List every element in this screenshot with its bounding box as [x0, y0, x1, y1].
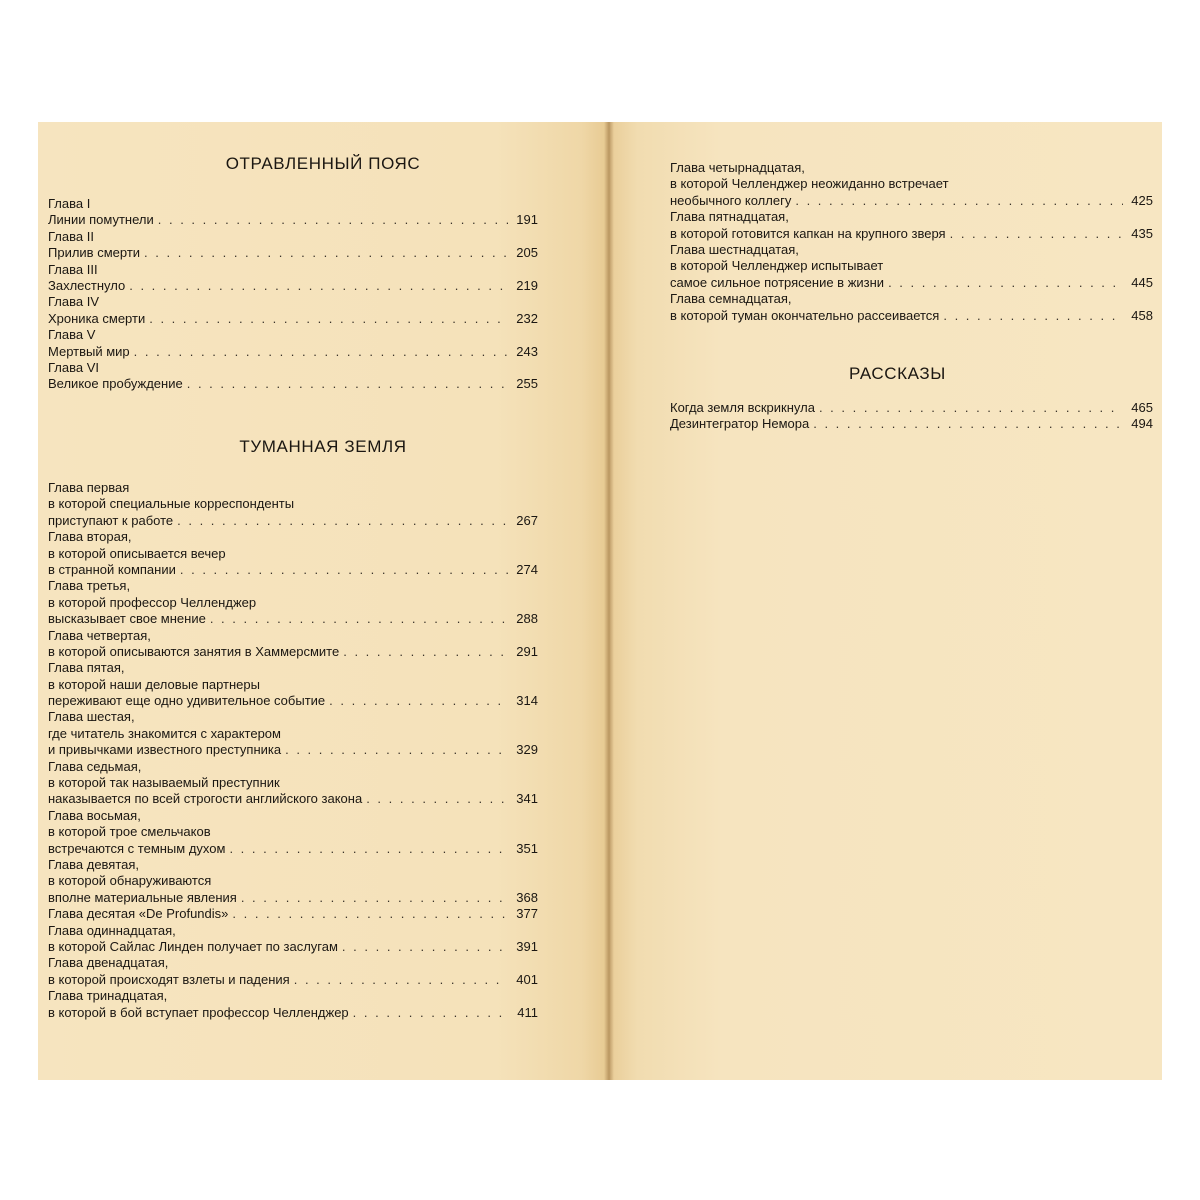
toc-entry-text: Глава шестнадцатая, [670, 241, 799, 257]
toc-entry [48, 693, 538, 709]
toc-entry [48, 906, 538, 922]
toc-entry [48, 212, 538, 228]
toc-page-number: 401 [516, 971, 538, 987]
toc-entry-text: Глава четвертая, [48, 627, 151, 643]
toc-entry-text: в которой описываются занятия в Хаммерсмите [48, 643, 340, 659]
toc-leader-dots [232, 906, 508, 922]
toc-entry-text: Захлестнуло [48, 277, 126, 293]
toc-entry [670, 275, 1153, 291]
toc-entry-text: Линии помутнели [48, 212, 154, 228]
toc-entry [48, 923, 538, 939]
toc-leader-dots [294, 972, 508, 988]
toc-entry-text: Глава четырнадцатая, [670, 160, 805, 175]
toc-entry [48, 376, 538, 392]
toc-entry-text: вполне материальные явления [48, 889, 237, 905]
toc-entry [48, 873, 538, 889]
toc-page-number: 368 [516, 889, 538, 905]
toc-entry [670, 291, 1153, 307]
toc-entry-text: в странной компании [48, 561, 176, 577]
toc-leader-dots [285, 742, 508, 758]
toc-entry [48, 890, 538, 906]
toc-page-number: 267 [516, 512, 538, 528]
toc-page-number: 391 [516, 938, 538, 954]
toc-entry-text: в которой обнаруживаются [48, 873, 212, 889]
toc-leader-dots [795, 193, 1123, 209]
toc-entry [48, 726, 538, 742]
toc-entry [670, 160, 1153, 176]
section-title-poisoned-belt: ОТРАВЛЕННЫЙ ПОЯС [225, 154, 421, 173]
toc-entry-text: Глава одиннадцатая, [48, 922, 176, 938]
toc-page-number: 351 [516, 840, 538, 856]
toc-page-number: 232 [516, 310, 538, 326]
toc-leader-dots [353, 1005, 508, 1021]
toc-entry [48, 939, 538, 955]
toc-entry [48, 344, 538, 360]
toc-entry-text: Глава вторая, [48, 529, 132, 545]
toc-page-number: 205 [516, 245, 538, 261]
toc-page-number: 288 [516, 611, 538, 627]
toc-entry [48, 245, 538, 261]
book-spread [38, 122, 1162, 1080]
toc-page-number: 243 [516, 343, 538, 359]
toc-entry-text: Глава третья, [48, 578, 131, 594]
toc-leader-dots [177, 513, 508, 529]
toc-entry-text: в которой специальные корреспонденты [48, 496, 295, 512]
toc-entry-text: в которой готовится капкан на крупного зверя [670, 225, 946, 241]
section-title-stories: РАССКАЗЫ [849, 364, 946, 383]
toc-entry-text: Глава VI [48, 359, 100, 375]
toc-entry [48, 578, 538, 594]
toc-entry-text: Глава восьмая, [48, 807, 141, 823]
toc-entry [48, 824, 538, 840]
toc-entry [48, 294, 538, 310]
toc-entry [48, 775, 538, 791]
toc-entry [48, 742, 538, 758]
toc-entry-text: в которой Сайлас Линден получает по заслугам [48, 938, 338, 954]
toc-leader-dots [342, 939, 508, 955]
toc-leader-dots [129, 278, 508, 294]
toc-page-number: 411 [517, 1004, 538, 1020]
toc-entry [48, 841, 538, 857]
toc-entry [670, 308, 1153, 324]
toc-leader-dots [210, 611, 508, 627]
toc-entry-text: Глава IV [48, 294, 100, 310]
section-title-land-of-mist: ТУМАННАЯ ЗЕМЛЯ [239, 437, 407, 456]
toc-entry [48, 595, 538, 611]
toc-entry-text: в которой описывается вечер [48, 545, 226, 561]
toc-page-number: 458 [1131, 307, 1153, 323]
toc-entry [670, 209, 1153, 225]
toc-entry [48, 327, 538, 343]
toc-entry [48, 791, 538, 807]
toc-entry [48, 311, 538, 327]
toc-list-stories [670, 400, 1153, 433]
toc-leader-dots [149, 311, 508, 327]
toc-page-number: 435 [1131, 225, 1153, 241]
toc-entry [48, 660, 538, 676]
toc-page-number: 425 [1131, 192, 1153, 208]
toc-entry-text: и привычками известного преступника [48, 742, 282, 758]
toc-leader-dots [144, 245, 508, 261]
toc-list-land-of-mist-continued [670, 160, 1153, 324]
toc-leader-dots [187, 376, 508, 392]
toc-entry-text: Глава десятая «De Profundis» [48, 906, 229, 922]
toc-page-number: 329 [516, 742, 538, 758]
toc-leader-dots [180, 562, 508, 578]
toc-leader-dots [819, 400, 1123, 416]
toc-entry-text: переживают еще одно удивительное событие [48, 693, 326, 709]
toc-entry-text: Дезинтегратор Немора [670, 416, 810, 432]
toc-entry-text: Глава седьмая, [48, 758, 142, 774]
toc-entry-text: Глава тринадцатая, [48, 988, 168, 1004]
toc-entry [48, 513, 538, 529]
toc-entry [48, 808, 538, 824]
toc-leader-dots [134, 344, 508, 360]
toc-entry-text: Мертвый мир [48, 343, 130, 359]
toc-entry-text: Глава двенадцатая, [48, 955, 169, 971]
toc-entry [48, 196, 538, 212]
toc-entry-text: Глава пятая, [48, 660, 125, 676]
toc-entry [48, 496, 538, 512]
toc-entry [48, 360, 538, 376]
toc-entry-text: в которой Челленджер испытывает [670, 258, 884, 274]
toc-entry [48, 709, 538, 725]
toc-page-number: 494 [1131, 416, 1153, 432]
toc-entry [670, 176, 1153, 192]
toc-list-poisoned-belt [48, 196, 538, 393]
toc-entry-text: Глава V [48, 327, 96, 343]
left-page [38, 122, 610, 1080]
toc-entry-text: в которой туман окончательно рассеивается [670, 307, 940, 323]
toc-page-number: 291 [516, 643, 538, 659]
toc-entry [48, 480, 538, 496]
toc-entry [48, 1005, 538, 1021]
toc-entry-text: в которой так называемый преступник [48, 775, 280, 791]
toc-leader-dots [366, 791, 508, 807]
toc-entry [48, 562, 538, 578]
book-gutter [604, 122, 614, 1080]
toc-entry [670, 258, 1153, 274]
toc-entry-text: в которой происходят взлеты и падения [48, 971, 290, 987]
toc-entry [48, 529, 538, 545]
toc-entry [670, 242, 1153, 258]
toc-entry-text: приступают к работе [48, 512, 174, 528]
toc-entry-text: Хроника смерти [48, 310, 146, 326]
toc-page-number: 219 [516, 277, 538, 293]
toc-entry-text: Глава пятнадцатая, [670, 209, 789, 225]
toc-leader-dots [329, 693, 508, 709]
toc-entry [670, 226, 1153, 242]
toc-leader-dots [813, 416, 1123, 432]
toc-entry-text: встречаются с темным духом [48, 840, 226, 856]
toc-entry-text: необычного коллегу [670, 192, 792, 208]
toc-entry-text: Глава шестая, [48, 709, 135, 725]
toc-entry-text: Глава II [48, 228, 94, 244]
toc-entry-text: высказывает свое мнение [48, 611, 206, 627]
toc-entry [48, 278, 538, 294]
toc-page-number: 377 [516, 906, 538, 922]
toc-entry [48, 972, 538, 988]
toc-leader-dots [943, 308, 1123, 324]
toc-leader-dots [158, 212, 508, 228]
toc-leader-dots [229, 841, 508, 857]
toc-entry [48, 628, 538, 644]
toc-entry-text: Прилив смерти [48, 245, 141, 261]
toc-entry-text: в которой наши деловые партнеры [48, 676, 260, 692]
toc-entry-text: в которой профессор Челленджер [48, 594, 257, 610]
toc-page-number: 191 [516, 212, 538, 228]
toc-entry-text: наказывается по всей строгости английского закона [48, 791, 363, 807]
toc-entry-text: в которой в бой вступает профессор Челленджер [48, 1004, 349, 1020]
toc-entry [670, 416, 1153, 432]
toc-list-land-of-mist [48, 480, 538, 1021]
toc-entry [48, 677, 538, 693]
toc-entry [48, 955, 538, 971]
toc-entry-text: Когда земля вскрикнула [670, 400, 815, 415]
toc-leader-dots [888, 275, 1123, 291]
toc-entry-text: Глава III [48, 261, 98, 277]
toc-entry [48, 759, 538, 775]
toc-entry-text: самое сильное потрясение в жизни [670, 274, 885, 290]
toc-page-number: 255 [516, 376, 538, 392]
toc-entry [48, 262, 538, 278]
toc-entry-text: в которой трое смельчаков [48, 824, 211, 840]
toc-page-number: 341 [516, 791, 538, 807]
toc-leader-dots [343, 644, 508, 660]
toc-entry-text: Великое пробуждение [48, 376, 183, 392]
toc-leader-dots [241, 890, 508, 906]
toc-entry [48, 857, 538, 873]
toc-page-number: 314 [516, 693, 538, 709]
toc-leader-dots [950, 226, 1123, 242]
toc-entry [48, 546, 538, 562]
toc-entry-text: Глава I [48, 196, 91, 211]
toc-entry [48, 229, 538, 245]
toc-entry [670, 193, 1153, 209]
toc-entry [48, 611, 538, 627]
toc-entry-text: в которой Челленджер неожиданно встречает [670, 176, 949, 192]
toc-entry-text: Глава семнадцатая, [670, 291, 792, 307]
toc-page-number: 274 [516, 561, 538, 577]
toc-entry-text: Глава первая [48, 480, 130, 495]
toc-entry-text: где читатель знакомится с характером [48, 725, 281, 741]
toc-entry [48, 644, 538, 660]
toc-entry [48, 988, 538, 1004]
toc-page-number: 465 [1131, 400, 1153, 415]
toc-entry-text: Глава девятая, [48, 856, 140, 872]
toc-page-number: 445 [1131, 274, 1153, 290]
right-page [610, 122, 1162, 1080]
toc-entry [670, 400, 1153, 416]
